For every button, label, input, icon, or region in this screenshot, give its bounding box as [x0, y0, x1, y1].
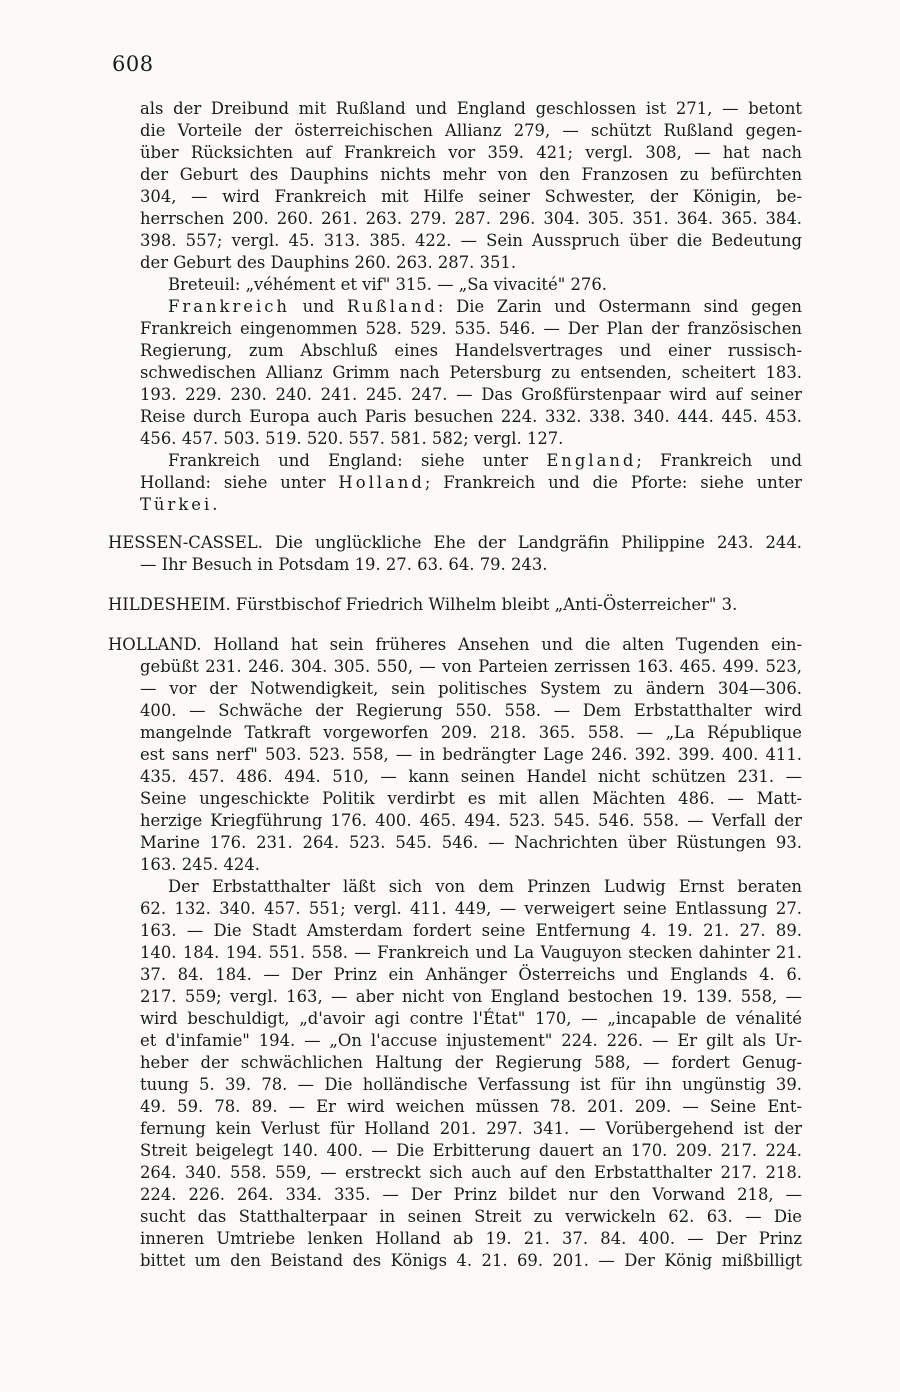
text-line-29 — [140, 766, 802, 788]
text-line-18 — [140, 472, 802, 494]
line-text: Seine ungeschickte Politik verdirbt es mit allen Mächten 486. — Matt- — [140, 789, 802, 808]
line-text: — Ihr Besuch in Potsdam 19. 27. 63. 64. 79. 243. — [140, 555, 548, 574]
text-line-20 — [108, 532, 802, 554]
text-line-9 — [168, 274, 802, 296]
line-text: Der Erbstatthalter läßt sich von dem Prinzen Ludwig Ernst beraten — [168, 877, 802, 896]
text-line-25 — [140, 678, 802, 700]
line-text: Marine 176. 231. 264. 523. 545. 546. — Nachrichten über Rüstungen 93. — [140, 833, 802, 852]
line-text: 217. 559; vergl. 163, — aber nicht von England bestochen 19. 139. 558, — — [140, 987, 802, 1006]
text-line-47 — [140, 1162, 802, 1184]
text-line-35 — [140, 898, 802, 920]
line-text: Streit beigelegt 140. 400. — Die Erbitterung dauert an 170. 209. 217. 224. — [140, 1141, 802, 1160]
line-text: Regierung, zum Abschluß eines Handelsvertrages und einer russisch- — [140, 341, 802, 360]
line-text: Frankreich und England: siehe unter — [168, 451, 529, 470]
text-line-22 — [108, 594, 802, 616]
line-text: est sans nerf" 503. 523. 558, — in bedrängter Lage 246. 392. 399. 400. 411. — [140, 745, 802, 764]
line-text: Frankreich eingenommen 528. 529. 535. 546. — Der Plan der französischen — [140, 319, 802, 338]
text-line-8 — [140, 252, 802, 274]
line-text: die Vorteile der österreichischen Allianz 279, — schützt Rußland gegen- — [140, 121, 802, 140]
text-line-37 — [140, 942, 802, 964]
text-line-38 — [140, 964, 802, 986]
line-text: — vor der Notwendigkeit, sein politisches System zu ändern 304—306. — [140, 679, 802, 698]
line-text: . — [212, 495, 218, 514]
line-text: und — [289, 297, 347, 316]
text-line-24 — [140, 656, 802, 678]
text-line-19 — [140, 494, 802, 516]
spaced-term: Türkei — [140, 495, 213, 514]
text-line-33 — [140, 854, 802, 876]
text-line-26 — [140, 700, 802, 722]
page-number: 608 — [112, 52, 154, 76]
text-line-14 — [140, 384, 802, 406]
line-text: 400. — Schwäche der Regierung 550. 558. — Dem Erbstatthalter wird — [140, 701, 802, 720]
line-text: schwedischen Allianz Grimm nach Petersburg zu entsenden, scheitert 183. — [140, 363, 802, 382]
text-line-40 — [140, 1008, 802, 1030]
text-line-43 — [140, 1074, 802, 1096]
text-line-32 — [140, 832, 802, 854]
spaced-term: Frankreich — [168, 297, 290, 316]
line-text: herzige Kriegführung 176. 400. 465. 494. 523. 545. 546. 558. — Verfall der — [140, 811, 802, 830]
line-text: 37. 84. 184. — Der Prinz ein Anhänger Österreichs und Englands 4. 6. — [140, 965, 802, 984]
line-text: : Die Zarin und Ostermann sind gegen — [437, 297, 802, 316]
text-line-11 — [140, 318, 802, 340]
text-line-3 — [140, 142, 802, 164]
text-line-10 — [168, 296, 802, 318]
line-text: inneren Umtriebe lenken Holland ab 19. 21. 37. 84. 400. — Der Prinz — [140, 1229, 802, 1248]
line-text: 62. 132. 340. 457. 551; vergl. 411. 449, — verweigert seine Entlassung 27. — [140, 899, 802, 918]
spaced-term: Holland — [338, 473, 425, 492]
line-text: der Geburt des Dauphins nichts mehr von den Franzosen zu befürchten — [140, 165, 802, 184]
text-line-5 — [140, 186, 802, 208]
text-line-7 — [140, 230, 802, 252]
line-text: et d'infamie" 194. — „On l'accuse injustement" 224. 226. — Er gilt als Ur- — [140, 1031, 802, 1050]
text-line-27 — [140, 722, 802, 744]
text-line-41 — [140, 1030, 802, 1052]
text-line-31 — [140, 810, 802, 832]
spaced-term: Rußland — [346, 297, 438, 316]
line-text: 224. 226. 264. 334. 335. — Der Prinz bildet nur den Vorwand 218, — — [140, 1185, 802, 1204]
text-line-12 — [140, 340, 802, 362]
text-line-21 — [140, 554, 802, 576]
text-line-23 — [108, 634, 802, 656]
text-line-48 — [140, 1184, 802, 1206]
line-text: ; Frankreich und — [636, 451, 803, 470]
text-line-39 — [140, 986, 802, 1008]
text-line-42 — [140, 1052, 802, 1074]
line-text: 304, — wird Frankreich mit Hilfe seiner Schwester, der Königin, be- — [140, 187, 802, 206]
text-line-45 — [140, 1118, 802, 1140]
line-text: 49. 59. 78. 89. — Er wird weichen müssen 78. 201. 209. — Seine Ent- — [140, 1097, 802, 1116]
text-line-4 — [140, 164, 802, 186]
line-text: bittet um den Beistand des Königs 4. 21. 69. 201. — Der König mißbilligt — [140, 1251, 802, 1270]
line-text: 264. 340. 558. 559, — erstreckt sich auch auf den Erbstatthalter 217. 218. — [140, 1163, 802, 1182]
line-text: tuung 5. 39. 78. — Die holländische Verfassung ist für ihn ungünstig 39. — [140, 1075, 802, 1094]
line-text: gebüßt 231. 246. 304. 305. 550, — von Parteien zerrissen 163. 465. 499. 523, — [140, 657, 802, 676]
line-text: sucht das Statthalterpaar in seinen Streit zu verwickeln 62. 63. — Die — [140, 1207, 802, 1226]
text-line-46 — [140, 1140, 802, 1162]
text-line-34 — [168, 876, 802, 898]
text-line-17 — [168, 450, 802, 472]
text-line-13 — [140, 362, 802, 384]
text-line-44 — [140, 1096, 802, 1118]
line-text: HOLLAND. Holland hat sein früheres Ansehen und die alten Tugenden ein- — [108, 635, 802, 654]
line-text: mangelnde Tatkraft vorgeworfen 209. 218. 365. 558. — „La République — [140, 723, 802, 742]
line-text: heber der schwächlichen Haltung der Regierung 588, — fordert Genug- — [140, 1053, 802, 1072]
line-text: 193. 229. 230. 240. 241. 245. 247. — Das Großfürstenpaar wird auf seiner — [140, 385, 802, 404]
line-text: HILDESHEIM. Fürstbischof Friedrich Wilhelm bleibt „Anti-Österreicher" 3. — [108, 595, 738, 614]
line-text: 456. 457. 503. 519. 520. 557. 581. 582; vergl. 127. — [140, 429, 564, 448]
line-text: ; Frankreich und die Pforte: siehe unter — [424, 473, 802, 492]
line-text: wird beschuldigt, „d'avoir agi contre l'État" 170, — „incapable de vénalité — [140, 1009, 802, 1028]
line-text: Breteuil: „véhément et vif" 315. — „Sa vivacité" 276. — [168, 275, 607, 294]
line-text: als der Dreibund mit Rußland und England geschlossen ist 271, — betont — [140, 99, 802, 118]
text-line-16 — [140, 428, 802, 450]
line-text: Holland: siehe unter — [140, 473, 326, 492]
text-line-50 — [140, 1228, 802, 1250]
text-line-6 — [140, 208, 802, 230]
text-line-30 — [140, 788, 802, 810]
text-line-36 — [140, 920, 802, 942]
text-line-1 — [140, 98, 802, 120]
line-text: herrschen 200. 260. 261. 263. 279. 287. 296. 304. 305. 351. 364. 365. 384. — [140, 209, 802, 228]
line-text: 163. 245. 424. — [140, 855, 260, 874]
text-line-49 — [140, 1206, 802, 1228]
line-text: HESSEN-CASSEL. Die unglückliche Ehe der Landgräfin Philippine 243. 244. — [108, 533, 802, 552]
line-text: Reise durch Europa auch Paris besuchen 224. 332. 338. 340. 444. 445. 453. — [140, 407, 802, 426]
line-text: 398. 557; vergl. 45. 313. 385. 422. — Sein Ausspruch über die Bedeutung — [140, 231, 802, 250]
line-text: fernung kein Verlust für Holland 201. 297. 341. — Vorübergehend ist der — [140, 1119, 802, 1138]
text-line-15 — [140, 406, 802, 428]
line-text: 140. 184. 194. 551. 558. — Frankreich und La Vauguyon stecken dahinter 21. — [140, 943, 802, 962]
line-text: 163. — Die Stadt Amsterdam fordert seine Entfernung 4. 19. 21. 27. 89. — [140, 921, 802, 940]
text-line-28 — [140, 744, 802, 766]
line-text: der Geburt des Dauphins 260. 263. 287. 351. — [140, 253, 517, 272]
line-text: 435. 457. 486. 494. 510, — kann seinen Handel nicht schützen 231. — — [140, 767, 802, 786]
spaced-term: England — [546, 451, 637, 470]
text-line-51 — [140, 1250, 802, 1272]
text-line-2 — [140, 120, 802, 142]
line-text: über Rücksichten auf Frankreich vor 359. 421; vergl. 308, — hat nach — [140, 143, 802, 162]
